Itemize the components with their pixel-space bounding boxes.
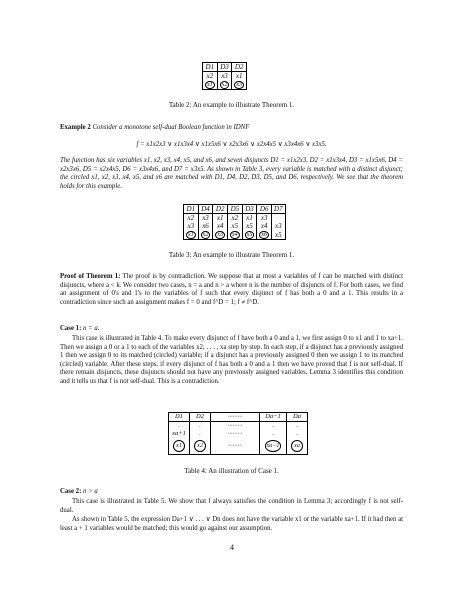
table4-cell: . <box>190 422 211 431</box>
table2-header: D2 <box>232 63 247 72</box>
table4-header: Da−1 <box>260 413 287 422</box>
table3-cell: x6 <box>198 222 213 230</box>
table4-cell: ········· <box>211 430 260 438</box>
example2-formula: f = x1x2x3 ∨ x1x3x4 ∨ x1x5x6 ∨ x2x3x6 ∨ x2x4x5 ∨ x3x4x6 ∨ x3x5. <box>136 141 327 148</box>
table3-header: D7 <box>272 205 286 214</box>
table2-circled-var: x1 <box>207 82 213 88</box>
table3-circled-var: x3 <box>217 232 224 238</box>
table4-circled-var: x2 <box>194 440 206 452</box>
table3-header: D1 <box>184 205 199 214</box>
table3-header: D5 <box>228 205 243 214</box>
case1-heading-line <box>60 325 403 334</box>
case2-condition: n > a <box>83 488 98 495</box>
table3-circled-var: x1 <box>188 232 194 238</box>
table-2 <box>202 62 247 90</box>
table3-caption: Table 3: An example to illustrate Theorem 1. <box>168 251 295 259</box>
table-3 <box>183 204 286 240</box>
example2-body: The function has six variables x1, x2, x3, x4, x5, and x6, and seven disjuncts D1 = x1x2x3, D2 = x1x3x4, D3 = x1x5x6, D4 = x2x3x6, D5 = x2x4x5, D6 = x3x4x6, and D7 = x3x5. As shown in Table 3, every variable is matched with a distinct disjunct; the circled x1, x2, x3, x4, x5, and x6 are matched with D1, D4, D2, D3, D5, and D6, respectively. We see that the theorem holds for this example. <box>60 157 403 190</box>
table2-circled-var: x2 <box>221 82 228 88</box>
table3-header: D6 <box>257 205 272 214</box>
table4-cell: xa+1 <box>169 430 190 438</box>
table4-cell: . <box>260 422 287 431</box>
table3-circled-var: x6 <box>261 232 268 238</box>
table3-circled-var: x2 <box>202 232 209 238</box>
table2-cell: x2 <box>203 72 218 81</box>
table3-cell: x3 <box>272 222 286 230</box>
table4-header: D1 <box>169 413 190 422</box>
table3-cell: x5 <box>272 230 286 240</box>
table4-header: D2 <box>190 413 211 422</box>
table3-cell: x3 <box>257 214 272 223</box>
table3-cell: x5 <box>228 222 243 230</box>
table4-cell: . <box>287 422 308 431</box>
case1-heading: Case 1: <box>60 325 82 332</box>
table3-header: D2 <box>213 205 228 214</box>
table3-cell: x3 <box>198 214 213 223</box>
table2-header: D3 <box>217 63 232 72</box>
proof-paragraph <box>60 273 403 307</box>
table4-cell: ········· <box>211 438 260 455</box>
table4-circled-var: xa <box>291 440 303 452</box>
table3-cell <box>272 214 286 223</box>
table3-header: D3 <box>242 205 257 214</box>
table4-cell: . <box>260 430 287 438</box>
table3-cell: x1 <box>213 214 228 223</box>
table3-cell: x4 <box>257 222 272 230</box>
example2-intro-text: Consider a monotone self-dual Boolean function in IDNF <box>92 124 250 131</box>
table2-circled-var: x3 <box>236 82 243 88</box>
table3-circled-var: x4 <box>232 232 238 238</box>
table4-cell: . <box>169 422 190 431</box>
table2-cell: x3 <box>217 72 232 81</box>
case2-heading: Case 2: <box>60 488 82 495</box>
example2-heading: Example 2 <box>60 124 91 131</box>
table3-cell: x2 <box>184 214 199 223</box>
table2-cell: x1 <box>232 72 247 81</box>
table4-caption: Table 4: An illustration of Case 1. <box>184 467 279 475</box>
page-number: 4 <box>230 543 234 552</box>
table3-header: D4 <box>198 205 213 214</box>
case1-condition: n = a. <box>83 325 100 332</box>
table2-caption: Table 2: An example to illustrate Theorem 1. <box>168 101 295 109</box>
table3-circled-var: x5 <box>246 232 253 238</box>
table2-header: D1 <box>203 63 218 72</box>
proof-text: The proof is by contradiction. We suppose that at most a variables of f can be matched with distinct disjuncts, where a < k. We consider two cases, n = a and n > a where n is the number of disjuncts of f. For both cases, we find an assignment of 0's and 1's to the variables of f such that every disjunct of f has both a 0 and a 1. This results in a contradiction since such an assignment makes f = 0 and f^D = 1; f ≠ f^D. <box>60 273 404 306</box>
case2-heading-line <box>60 488 403 497</box>
table3-cell: x3 <box>184 222 199 230</box>
case2-text-2: As shown in Table 5, the expression Da+1 ∨ . . . ∨ Dn does not have the variable x1 or the variable xa+1. If it had then at least a + 1 variables would be matched; this would go against our assumption. <box>60 516 403 532</box>
table3-cell: x4 <box>213 222 228 230</box>
proof-heading: Proof of Theorem 1: <box>60 273 121 280</box>
table3-cell: x1 <box>242 214 257 223</box>
table3-cell: x2 <box>228 214 243 223</box>
case1-text: This case is illustrated in Table 4. To make every disjunct of f have both a 0 and a 1, we first assign 0 to x1 and 1 to xa+1. Then we assign a 0 or a 1 to each of the variables x2, . . . , xa step by step. In each step, if a disjunct has a previously assigned 1 then we assign 0 to its matched (circled) variable; if a disjunct has a previously assigned 0 then we assign 1 to its matched (circled) variable. After these steps, if every disjunct of f has both a 0 and a 1 then we have proved that f is not self-dual. If there remain disjuncts, these disjuncts should not have any previously assigned variables. Lemma 3 identifies this condition and it tells us that f is not self-dual. This is a contradiction. <box>60 335 403 385</box>
example2-intro <box>60 124 403 133</box>
table4-header: Da <box>287 413 308 422</box>
table4-circled-var: x1 <box>173 440 185 452</box>
case2-text-1: This case is illustrated in Table 5. We show that f always satisfies the condition in Lemma 3; accordingly f is not self-dual. <box>60 498 403 514</box>
table4-circled-var: xa−1 <box>265 440 282 452</box>
table4-cell: ········· <box>211 422 260 431</box>
table3-cell: x5 <box>242 222 257 230</box>
table-4 <box>168 412 308 455</box>
table4-cell: . <box>190 430 211 438</box>
table4-header: ········· <box>211 413 260 422</box>
table4-cell: . <box>287 430 308 438</box>
